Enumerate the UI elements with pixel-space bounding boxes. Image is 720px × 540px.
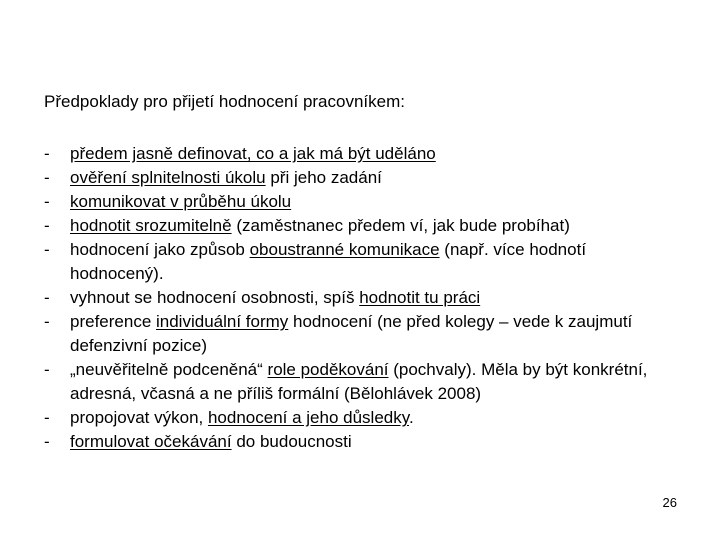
bullet-dash: - xyxy=(44,144,50,163)
list-item xyxy=(44,310,684,358)
list-item xyxy=(44,406,684,430)
bullet-dash: - xyxy=(44,360,50,379)
bullet-dash: - xyxy=(44,168,50,187)
list-item xyxy=(44,358,684,406)
underlined-text: ověření splnitelnosti úkolu xyxy=(70,168,266,187)
text-segment: hodnocení (ne před kolegy – vede k zaujmutí defenzivní pozice) xyxy=(70,312,633,355)
text-segment: preference xyxy=(70,312,156,331)
underlined-text: hodnotit srozumitelně xyxy=(70,216,232,235)
bullet-dash: - xyxy=(44,216,50,235)
bullet-dash: - xyxy=(44,240,50,259)
list-item-text xyxy=(70,166,684,190)
list-item-text xyxy=(70,286,684,310)
text-segment: (pochvaly). Měla by být konkrétní, adresná, včasná a ne příliš formální (Bělohlávek 2008) xyxy=(70,360,648,403)
bullet-dash: - xyxy=(44,312,50,331)
underlined-text: předem jasně definovat, co a jak má být uděláno xyxy=(70,144,436,163)
text-segment: (zaměstnanec předem ví, jak bude probíhat) xyxy=(231,216,570,235)
text-segment: (např. více hodnotí hodnocený). xyxy=(70,240,587,283)
list-item xyxy=(44,430,684,454)
list-item xyxy=(44,142,684,166)
list-item-text xyxy=(70,430,684,454)
bullet-list xyxy=(44,142,684,454)
text-segment: propojovat výkon, xyxy=(70,408,208,427)
bullet-dash: - xyxy=(44,408,50,427)
list-item xyxy=(44,166,684,190)
list-item-text xyxy=(70,310,684,358)
underlined-text: hodnotit tu práci xyxy=(359,288,481,307)
text-segment: . xyxy=(408,408,414,427)
list-item-text xyxy=(70,406,684,430)
underlined-text: formulovat očekávání xyxy=(70,432,232,451)
list-item-text xyxy=(70,238,684,286)
underlined-text: komunikovat v průběhu úkolu xyxy=(70,192,292,211)
list-item xyxy=(44,214,684,238)
text-segment: „neuvěřitelně podceněná“ xyxy=(70,360,268,379)
bullet-dash: - xyxy=(44,288,50,307)
bullet-dash: - xyxy=(44,432,50,451)
list-item-text xyxy=(70,358,684,406)
list-item-text xyxy=(70,142,684,166)
bullet-dash: - xyxy=(44,192,50,211)
underlined-text: individuální formy xyxy=(156,312,289,331)
text-segment: do budoucnosti xyxy=(231,432,352,451)
list-item-text xyxy=(70,190,684,214)
underlined-text: role poděkování xyxy=(267,360,389,379)
list-item-text xyxy=(70,214,684,238)
text-segment: při jeho zadání xyxy=(265,168,382,187)
slide-title: Předpoklady pro přijetí hodnocení pracovníkem: xyxy=(44,92,405,111)
list-item xyxy=(44,190,684,214)
list-item xyxy=(44,286,684,310)
page-number: 26 xyxy=(662,495,677,510)
text-segment: hodnocení jako způsob xyxy=(70,240,250,259)
text-segment: vyhnout se hodnocení osobnosti, spíš xyxy=(70,288,360,307)
underlined-text: hodnocení a jeho důsledky xyxy=(207,408,409,427)
underlined-text: oboustranné komunikace xyxy=(249,240,440,259)
list-item xyxy=(44,238,684,286)
